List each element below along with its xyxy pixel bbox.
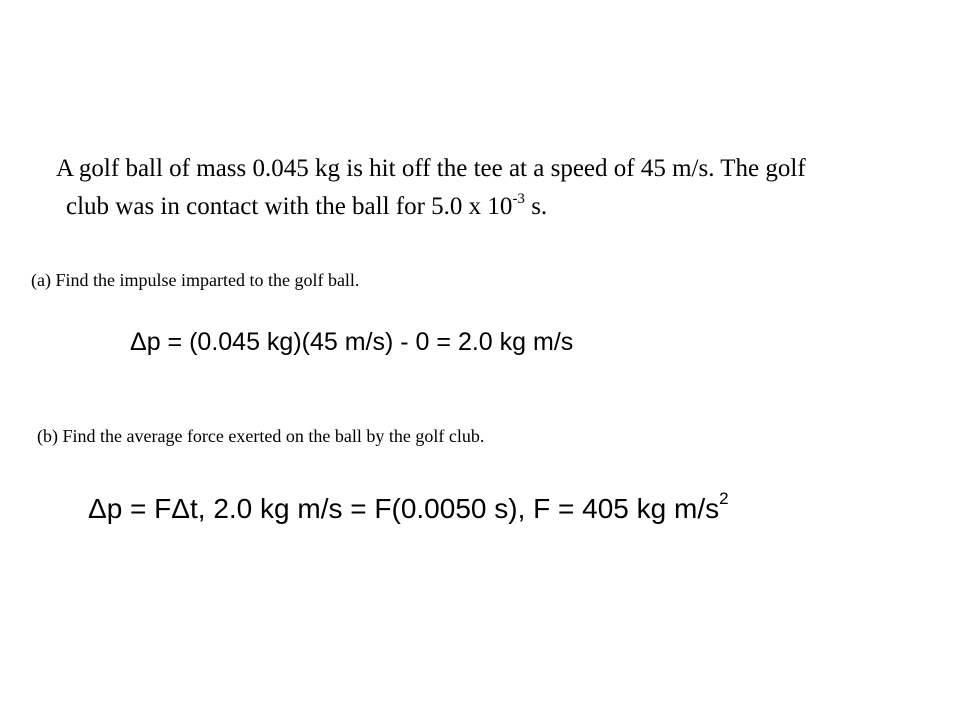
part-b-question: (b) Find the average force exerted on the ball by the golf club. [37, 426, 485, 446]
part-a-answer: Δp = (0.045 kg)(45 m/s) - 0 = 2.0 kg m/s [130, 328, 574, 356]
problem-line-2-unit: s. [524, 193, 548, 220]
part-a-question: (a) Find the impulse imparted to the golf ball. [31, 270, 360, 290]
part-b-answer-text: Δp = FΔt, 2.0 kg m/s = F(0.0050 s), F = 405 kg m/s [88, 493, 720, 524]
problem-statement [56, 150, 916, 226]
force-unit-exponent: 2 [719, 488, 729, 508]
part-b-answer [88, 488, 729, 525]
contact-time-exponent: -3 [512, 190, 525, 207]
problem-line-2-text: club was in contact with the ball for 5.0 x 10 [66, 193, 513, 220]
problem-line-1: A golf ball of mass 0.045 kg is hit off the tee at a speed of 45 m/s. The golf [56, 155, 806, 182]
problem-line-2 [56, 188, 916, 226]
